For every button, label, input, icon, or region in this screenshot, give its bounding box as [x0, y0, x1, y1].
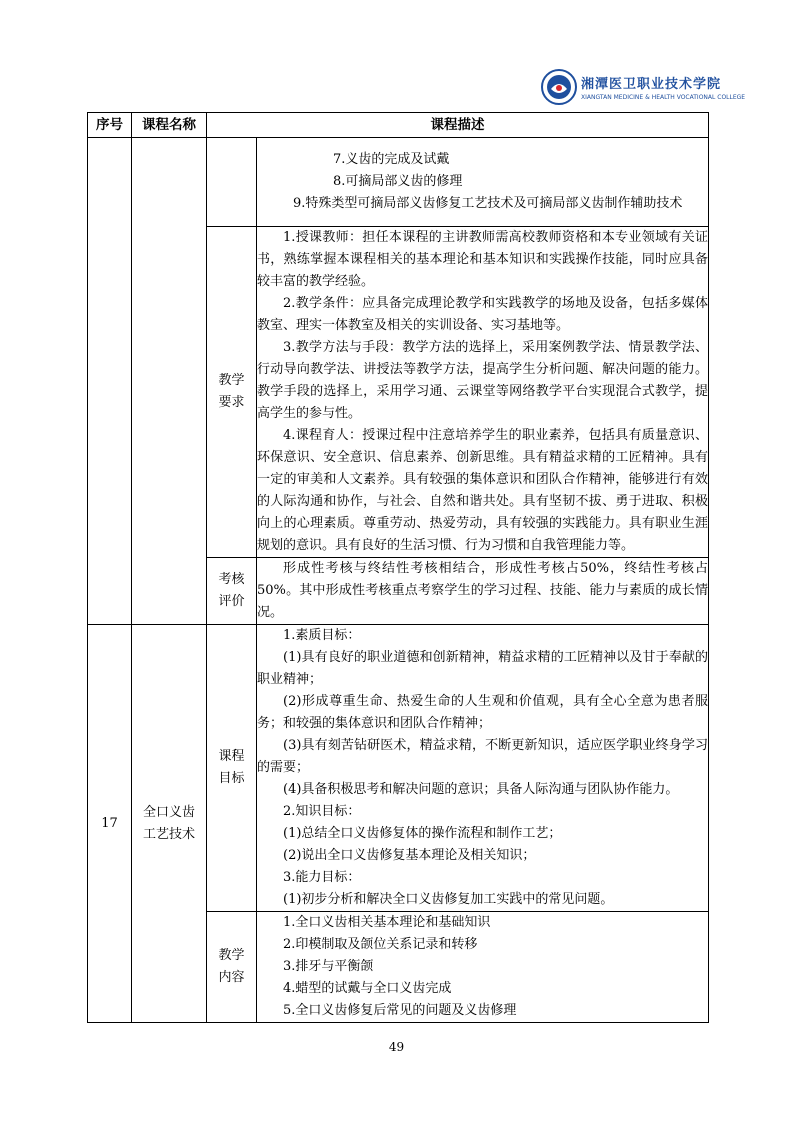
cell-number-empty [88, 138, 132, 625]
table-row [88, 625, 709, 912]
list-item: 7.义齿的完成及试戴 [333, 152, 450, 167]
college-emblem-icon [541, 69, 577, 105]
goal-item: (2)形成尊重生命、热爱生命的人生观和价值观，具有全心全意为患者服务；和较强的集体意识和团队合作精神； [257, 694, 708, 731]
list-item: 4.蜡型的试戴与全口义齿完成 [283, 981, 452, 996]
logo-english-name: XIANGTAN MEDICINE & HEALTH VOCATIONAL COLLEGE [581, 94, 746, 101]
goal-item: 2.知识目标： [283, 804, 361, 819]
cell-label-goals [207, 625, 257, 912]
goal-item: (2)说出全口义齿修复基本理论及相关知识； [283, 848, 536, 863]
cell-label-teaching-req [207, 227, 257, 558]
cell-content [257, 912, 709, 1023]
goal-item: (3)具有刻苦钻研医术，精益求精，不断更新知识，适应医学职业终身学习的需要； [257, 738, 708, 775]
req-paragraph: 3.教学方法与手段：教学方法的选择上，采用案例教学法、情景教学法、行动导向教学法、讲授法等教学方法，提高学生分析问题、解决问题的能力。教学手段的选择上，采用学习通、云课堂等网络教学平台实现混合式教学，提高学生的参与性。 [257, 340, 708, 421]
cell-goals [257, 625, 709, 912]
list-item: 9.特殊类型可摘局部义齿修复工艺技术及可摘局部义齿制作辅助技术 [293, 196, 683, 211]
goal-item: (1)初步分析和解决全口义齿修复加工实践中的常见问题。 [283, 892, 614, 907]
cell-label-content [207, 912, 257, 1023]
col-header-course-name: 课程名称 [132, 113, 207, 138]
cell-eval [257, 558, 709, 625]
goal-item: 3.能力目标： [283, 870, 361, 885]
table-row [88, 138, 709, 227]
page-number: 49 [388, 1040, 405, 1054]
goal-item: (1)具有良好的职业道德和创新精神，精益求精的工匠精神以及甘于奉献的职业精神； [257, 650, 708, 687]
goals-label: 课程目标 [218, 749, 245, 786]
cell-number-17: 17 [88, 625, 132, 1023]
college-logo [541, 69, 746, 111]
logo-chinese-name: 湘潭医卫职业技术学院 [581, 77, 722, 92]
req-paragraph: 1.授课教师：担任本课程的主讲教师需高校教师资格和本专业领域有关证书，熟练掌握本课程相关的基本理论和基本知识和实践操作技能，同时应具备较丰富的教学经验。 [257, 230, 708, 289]
goal-item: (1)总结全口义齿修复体的操作流程和制作工艺； [283, 826, 562, 841]
list-item: 5.全口义齿修复后常见的问题及义齿修理 [283, 1003, 517, 1018]
cell-label-empty [207, 138, 257, 227]
list-item: 1.全口义齿相关基本理论和基础知识 [283, 915, 491, 930]
cell-label-eval [207, 558, 257, 625]
list-item: 3.排牙与平衡颌 [283, 959, 374, 974]
col-header-course-desc: 课程描述 [207, 113, 709, 138]
course-table [87, 112, 709, 1023]
cell-course-name [132, 625, 207, 1023]
teaching-req-label: 教学要求 [218, 373, 245, 410]
eval-label: 考核评价 [218, 572, 245, 609]
table-header-row [88, 113, 709, 138]
list-item: 8.可摘局部义齿的修理 [333, 174, 463, 189]
req-paragraph: 4.课程育人：授课过程中注意培养学生的职业素养，包括具有质量意识、环保意识、安全意识、信息素养、创新思维。具有精益求精的工匠精神。具有一定的审美和人文素养。具有较强的集体意识和团队合作精神，能够进行有效的人际沟通和协作，与社会、自然和谐共处。具有坚韧不拔、勇于进取、积极向上的心理素质。尊重劳动、热爱劳动，具有较强的实践能力。具有职业生涯规划的意识。具有良好的生活习惯、行为习惯和自我管理能力等。 [257, 428, 708, 553]
col-header-number: 序号 [88, 113, 132, 138]
goal-item: (4)具备积极思考和解决问题的意识；具备人际沟通与团队协作能力。 [283, 782, 679, 797]
list-item: 2.印模制取及颌位关系记录和转移 [283, 937, 478, 952]
course-name: 全口义齿工艺技术 [142, 804, 195, 842]
content-label: 教学内容 [218, 948, 245, 985]
req-paragraph: 2.教学条件：应具备完成理论教学和实践教学的场地及设备，包括多媒体教室、理实一体教室及相关的实训设备、实习基地等。 [257, 296, 708, 333]
cell-teaching-req [257, 227, 709, 558]
cell-name-empty [132, 138, 207, 625]
cell-content-continued [257, 138, 709, 227]
eval-text: 形成性考核与终结性考核相结合，形成性考核占50%，终结性考核占50%。其中形成性考核重点考察学生的学习过程、技能、能力与素质的成长情况。 [257, 561, 708, 620]
goal-item: 1.素质目标： [283, 628, 361, 643]
